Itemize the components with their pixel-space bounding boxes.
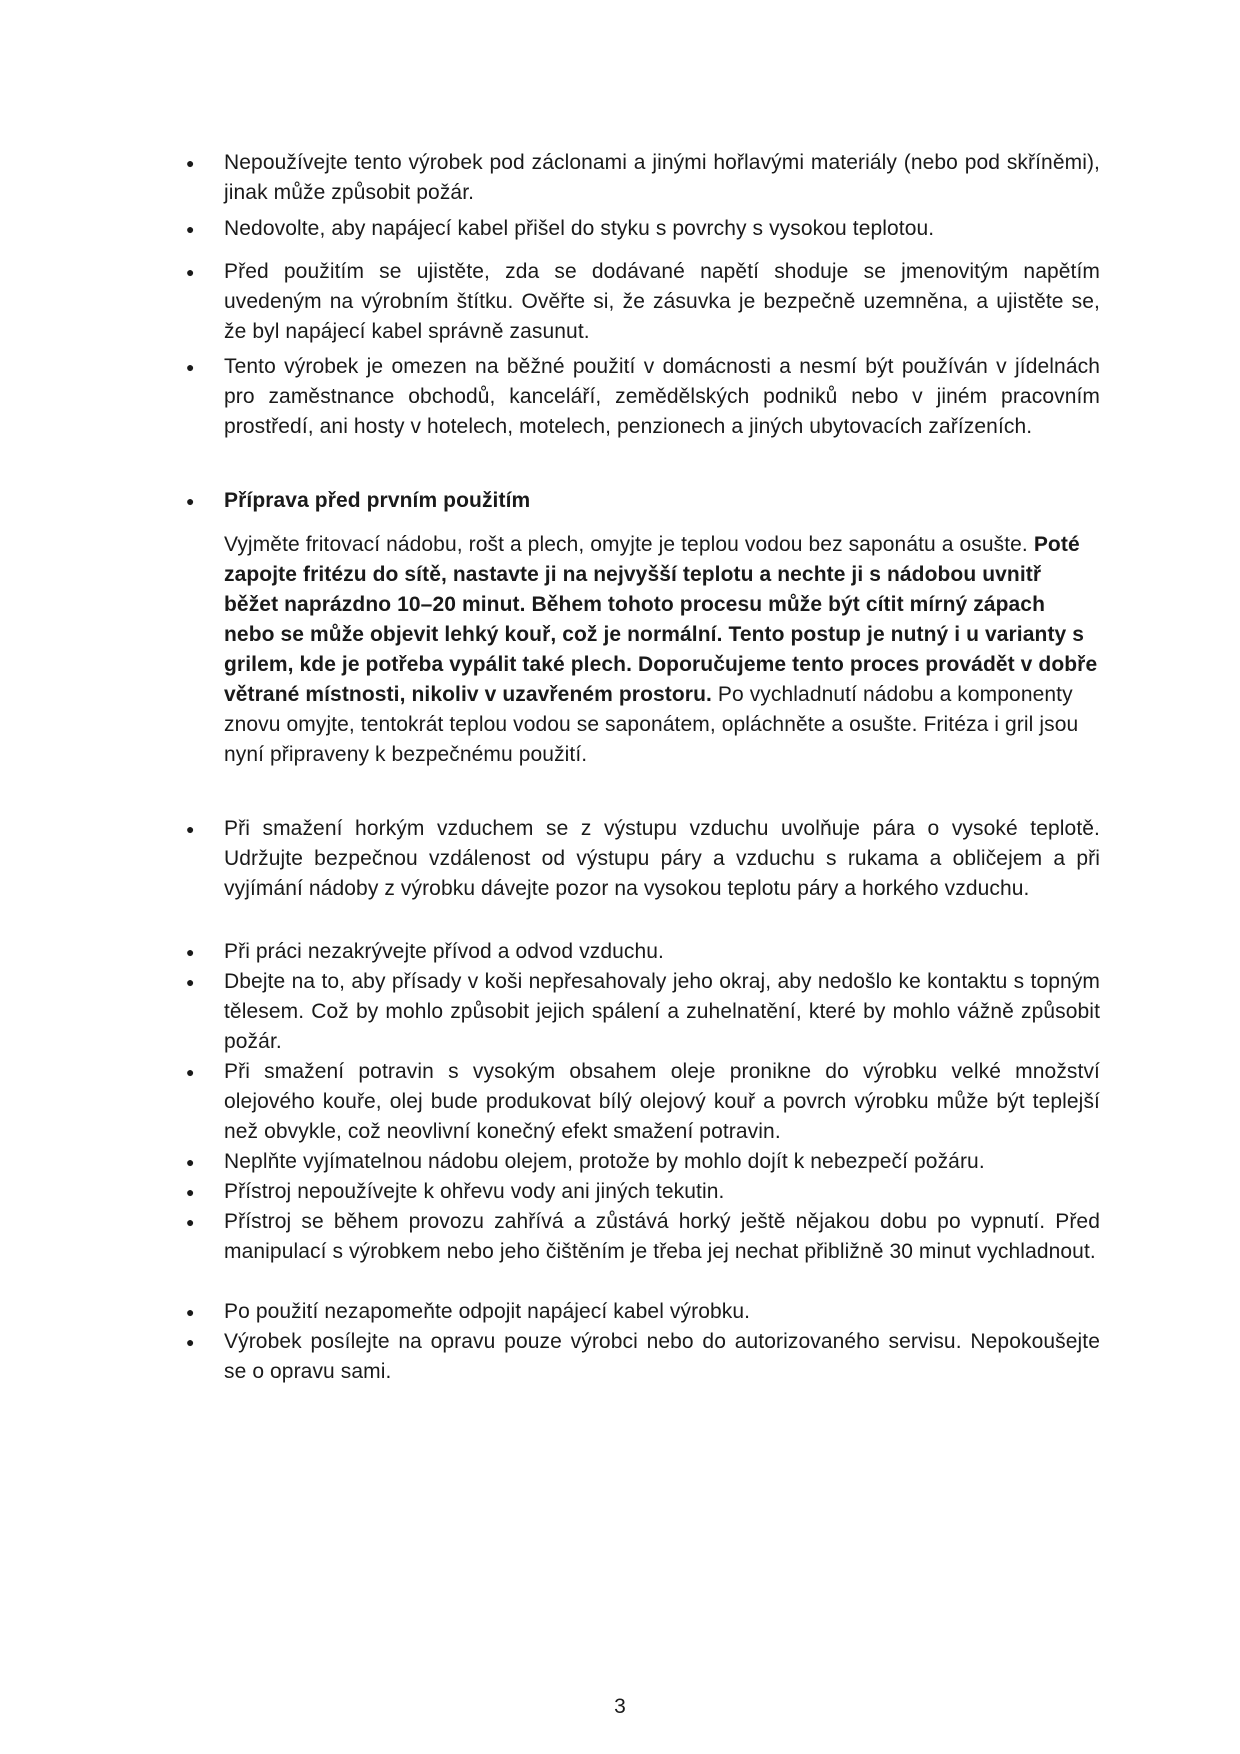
preparation-intro: Vyjměte fritovací nádobu, rošt a plech, omyjte je teplou vodou bez saponátu a osušte. bbox=[224, 533, 1028, 556]
list-item bbox=[186, 814, 1100, 904]
list-item-text: Při smažení horkým vzduchem se z výstupu vzduchu uvolňuje pára o vysoké teplotě. Udržujte bezpečnou vzdálenost od výstupu páry a vzduchu s rukama a obličejem a při vyjímání nádoby z výrobku dávejte pozor na vysokou teplotu páry a horkého vzduchu. bbox=[224, 817, 1100, 900]
bullet-icon: ● bbox=[186, 493, 195, 509]
list-item-text: Přístroj se během provozu zahřívá a zůstává horký ještě nějakou dobu po vypnutí. Před manipulací s výrobkem nebo jeho čištěním je třeba jej nechat přibližně 30 minut vychladnout. bbox=[224, 1210, 1100, 1263]
list-item-text: Výrobek posílejte na opravu pouze výrobci nebo do autorizovaného servisu. Nepokoušejte se o opravu sami. bbox=[224, 1330, 1100, 1383]
preparation-heading: Příprava před prvním použitím bbox=[224, 489, 531, 512]
list-item-text: Nepoužívejte tento výrobek pod záclonami a jinými hořlavými materiály (nebo pod skříněmi), jinak může způsobit požár. bbox=[224, 151, 1100, 204]
list-item bbox=[186, 1207, 1100, 1267]
bullet-icon: ● bbox=[186, 1304, 195, 1320]
list-item-text: Při práci nezakrývejte přívod a odvod vzduchu. bbox=[224, 940, 664, 963]
list-item bbox=[186, 257, 1100, 347]
list-item bbox=[186, 1177, 1100, 1207]
list-item-text: Tento výrobek je omezen na běžné použití v domácnosti a nesmí být používán v jídelnách pro zaměstnance obchodů, kanceláří, zemědělských podniků nebo v jiném pracovním prostředí, ani hosty v hotelech, motelech, penzionech a jiných ubytovacích zařízeních. bbox=[224, 355, 1100, 438]
list-item bbox=[186, 1057, 1100, 1147]
list-item-text: Nedovolte, aby napájecí kabel přišel do styku s povrchy s vysokou teplotou. bbox=[224, 217, 935, 240]
list-item-text: Po použití nezapomeňte odpojit napájecí kabel výrobku. bbox=[224, 1300, 751, 1323]
list-item bbox=[186, 1147, 1100, 1177]
list-item-text: Dbejte na to, aby přísady v koši nepřesahovaly jeho okraj, aby nedošlo ke kontaktu s topným tělesem. Což by mohlo způsobit jejich spálení a zuhelnatění, které by mohlo vážně způsobit požár. bbox=[224, 970, 1100, 1053]
preparation-paragraph bbox=[186, 530, 1100, 770]
list-item bbox=[186, 937, 1100, 967]
page-number: 3 bbox=[614, 1695, 626, 1718]
preparation-section bbox=[186, 486, 1100, 516]
bullet-icon: ● bbox=[186, 1154, 195, 1170]
list-item-text: Při smažení potravin s vysokým obsahem oleje pronikne do výrobku velké množství olejového kouře, olej bude produkovat bílý olejový kouř a povrch výrobku může být teplejší než obvykle, což neovlivní konečný efekt smažení potravin. bbox=[224, 1060, 1100, 1143]
bullet-icon: ● bbox=[186, 264, 195, 280]
list-item bbox=[186, 214, 1100, 244]
list-item bbox=[186, 352, 1100, 442]
preparation-outro: Po vychladnutí nádobu a komponenty znovu omyjte, tentokrát teplou vodou se saponátem, opláchněte a osušte. Fritéza i gril jsou nyní připraveny k bezpečnému použití. bbox=[224, 683, 1079, 766]
preparation-bold-text: Poté zapojte fritézu do sítě, nastavte ji na nejvyšší teplotu a nechte ji s nádobou uvnitř běžet naprázdno 10–20 minut. Během tohoto procesu může být cítit mírný zápach nebo se může objevit lehký kouř, což je normální. Tento postup je nutný i u varianty s grilem, kde je potřeba vypálit také plech. Doporučujeme tento proces provádět v dobře větrané místnosti, nikoliv v uzavřeném prostoru. bbox=[224, 533, 1098, 706]
list-item bbox=[186, 1327, 1100, 1387]
bullet-icon: ● bbox=[186, 1064, 195, 1080]
list-item bbox=[186, 1297, 1100, 1327]
bullet-icon: ● bbox=[186, 359, 195, 375]
bullet-icon: ● bbox=[186, 1334, 195, 1350]
list-item-text: Přístroj nepoužívejte k ohřevu vody ani jiných tekutin. bbox=[224, 1180, 725, 1203]
bullet-icon: ● bbox=[186, 1214, 195, 1230]
bullet-icon: ● bbox=[186, 155, 195, 171]
list-item-text: Neplňte vyjímatelnou nádobu olejem, protože by mohlo dojít k nebezpečí požáru. bbox=[224, 1150, 985, 1173]
bullet-icon: ● bbox=[186, 974, 195, 990]
list-item bbox=[186, 967, 1100, 1057]
bullet-icon: ● bbox=[186, 821, 195, 837]
bullet-icon: ● bbox=[186, 1184, 195, 1200]
bullet-icon: ● bbox=[186, 944, 195, 960]
list-item-text: Před použitím se ujistěte, zda se dodávané napětí shoduje se jmenovitým napětím uvedeným na výrobním štítku. Ověřte si, že zásuvka je bezpečně uzemněna, a ujistěte se, že byl napájecí kabel správně zasunut. bbox=[224, 260, 1100, 343]
preparation-text bbox=[224, 530, 1100, 770]
bullet-icon: ● bbox=[186, 221, 195, 237]
list-item bbox=[186, 148, 1100, 208]
